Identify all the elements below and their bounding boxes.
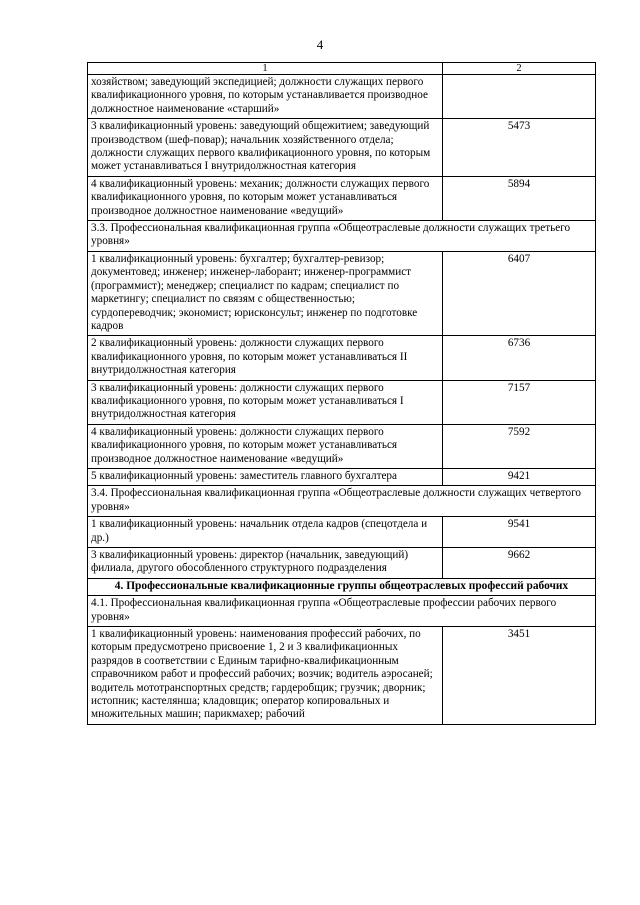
salary-value: 9421 [443,468,596,485]
group-title: 4.1. Профессиональная квалификационная группа «Общеотраслевые профессии рабочих первого уровня» [88,596,596,627]
header-col2: 2 [443,63,596,75]
group-heading-row [88,486,596,517]
position-description: 1 квалификационный уровень: наименования профессий рабочих, по которым предусмотрено присвоение 1, 2 и 3 квалификационных разрядов в соответствии с Единым тарифно-квалификационным справочником работ и профессий рабочих; возчик; водитель аэросаней; водитель мототранспортных средств; гардеробщик; грузчик; дворник; истопник; кастелянша; кладовщик; оператор копировальных и множительных машин; парикмахер; рабочий [88,627,443,725]
position-description: 4 квалификационный уровень: механик; должности служащих первого квалификационного уровня, по которым может устанавливаться производное должностное наименование «ведущий» [88,176,443,220]
salary-value: 9541 [443,517,596,548]
salary-value: 5894 [443,176,596,220]
salary-value: 6736 [443,336,596,380]
table-row [88,424,596,468]
table-row [88,380,596,424]
group-title: 3.4. Профессиональная квалификационная группа «Общеотраслевые должности служащих четвертого уровня» [88,486,596,517]
group-heading-row [88,221,596,252]
position-description: 5 квалификационный уровень: заместитель главного бухгалтера [88,468,443,485]
position-description: 3 квалификационный уровень: заведующий общежитием; заведующий производством (шеф-повар); начальник хозяйственного отдела; должности служащих первого квалификационного уровня, по которым может устанавливаться I внутридолжностная категория [88,119,443,177]
table-row [88,336,596,380]
position-description: 1 квалификационный уровень: бухгалтер; бухгалтер-ревизор; документовед; инженер; инженер-лаборант; инженер-программист (программист); менеджер; специалист по кадрам; специалист по маркетингу; специалист по связям с общественностью; сурдопереводчик; экономист; юрисконсульт; инженер по подготовке кадров [88,251,443,335]
position-description: 3 квалификационный уровень: директор (начальник, заведующий) филиала, другого обособленного структурного подразделения [88,548,443,579]
salary-value [443,75,596,119]
group-heading-row [88,596,596,627]
table-header-row [88,63,596,75]
header-col1: 1 [88,63,443,75]
table-row [88,468,596,485]
table-row [88,119,596,177]
salary-value: 5473 [443,119,596,177]
position-description: 3 квалификационный уровень: должности служащих первого квалификационного уровня, по которым может устанавливаться I внутридолжностная категория [88,380,443,424]
salary-value: 9662 [443,548,596,579]
section-heading-row [88,578,596,595]
tariff-table [87,62,596,725]
group-title: 3.3. Профессиональная квалификационная группа «Общеотраслевые должности служащих третьего уровня» [88,221,596,252]
salary-value: 7157 [443,380,596,424]
section-title: 4. Профессиональные квалификационные группы общеотраслевых профессий рабочих [88,578,596,595]
table-row [88,517,596,548]
position-description: 4 квалификационный уровень: должности служащих первого квалификационного уровня, по которым может устанавливаться производное должностное наименование «ведущий» [88,424,443,468]
position-description: 2 квалификационный уровень: должности служащих первого квалификационного уровня, по которым может устанавливаться II внутридолжностная категория [88,336,443,380]
position-description: 1 квалификационный уровень: начальник отдела кадров (спецотдела и др.) [88,517,443,548]
salary-value: 3451 [443,627,596,725]
table-row [88,176,596,220]
salary-value: 6407 [443,251,596,335]
table-row [88,548,596,579]
table-row [88,251,596,335]
salary-value: 7592 [443,424,596,468]
page-number: 4 [316,37,324,52]
position-description: хозяйством; заведующий экспедицией; должности служащих первого квалификационного уровня, по которым устанавливается производное должностное наименование «старший» [88,75,443,119]
table-row [88,75,596,119]
table-row [88,627,596,725]
